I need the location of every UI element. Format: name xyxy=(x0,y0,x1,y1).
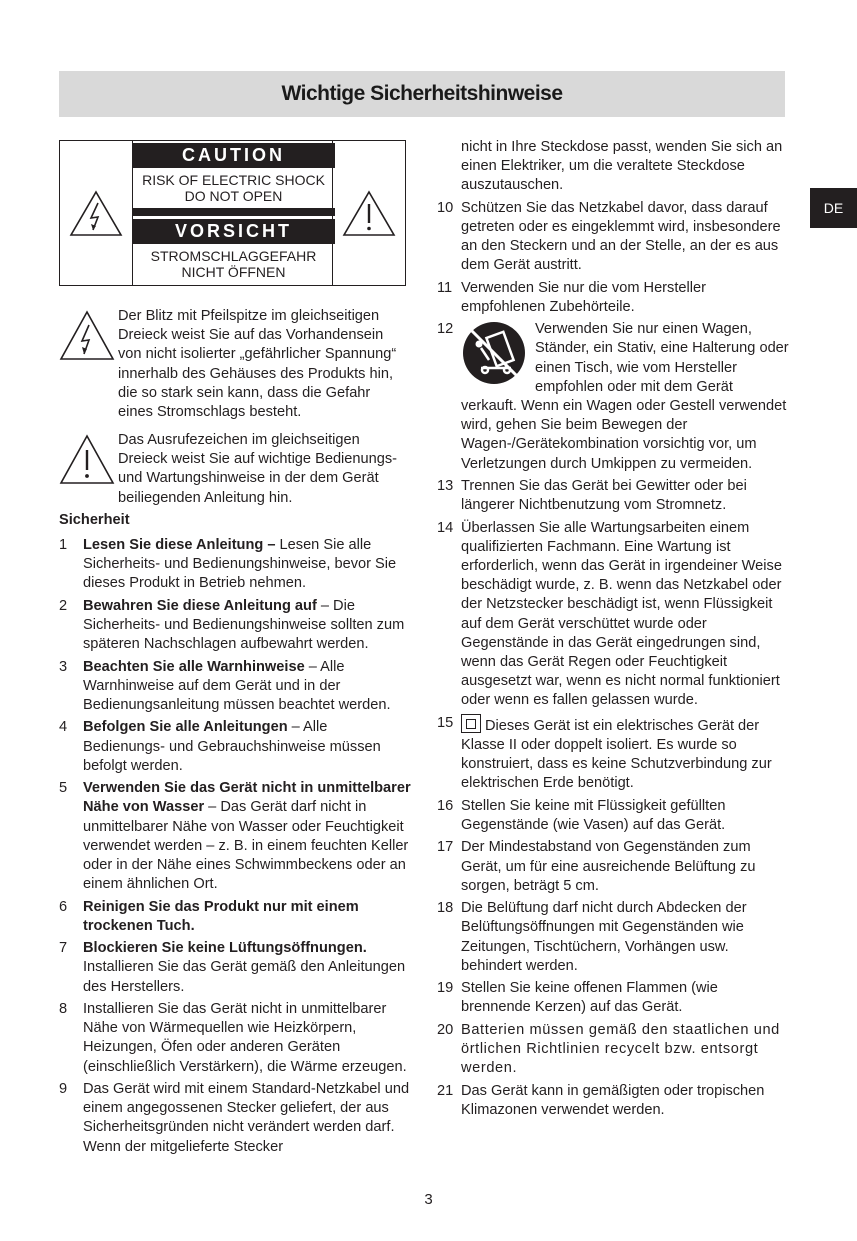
list-item-heading: Beachten Sie alle Warnhinweise xyxy=(83,658,305,675)
list-item-number: 15 xyxy=(437,714,454,731)
list-item-number: 4 xyxy=(59,719,68,736)
caution-band: CAUTION xyxy=(132,143,335,168)
list-item-text: Dieses Gerät ist ein elektrisches Gerät der Klasse II oder doppelt isoliert. Es wurde so konstruiert, dass es keine Schutzverbindung zur elektrischen Erde benötigt. xyxy=(461,717,772,792)
list-item-text: – Die Sicherheits- und Bedienungshinweise sollten zum späteren Nachschlagen aufbewahrt werden. xyxy=(83,597,405,653)
list-item-text: Schützen Sie das Netzkabel davor, dass darauf getreten oder es eingeklemmt wird, insbesondere an den Steckern und an der Stelle, an der es aus dem Gerät austritt. xyxy=(461,199,781,274)
list-item xyxy=(59,779,411,894)
list-item-heading: Bewahren Sie diese Anleitung auf xyxy=(83,597,317,614)
exclamation-triangle-icon xyxy=(59,433,115,485)
list-item xyxy=(59,536,411,594)
list-item xyxy=(437,477,789,515)
list-item-number: 2 xyxy=(59,597,68,614)
list-item xyxy=(437,519,789,711)
list-item-text: Installieren Sie das Gerät gemäß den Anleitungen des Herstellers. xyxy=(83,959,406,995)
list-item xyxy=(437,899,789,976)
list-item-number: 19 xyxy=(437,980,454,997)
list-item xyxy=(437,320,789,474)
list-item-number: 17 xyxy=(437,839,454,856)
list-item-text: Das Gerät kann in gemäßigten oder tropischen Klimazonen verwendet werden. xyxy=(461,1082,765,1118)
list-item-text: Die Belüftung darf nicht durch Abdecken der Belüftungsöffnungen mit Gegenständen wie Zeitungen, Tischtüchern, Vorhängen usw. behindert werden. xyxy=(461,900,747,974)
title-bar xyxy=(59,71,785,117)
right-column xyxy=(437,138,789,1123)
exclamation-triangle-icon xyxy=(342,189,396,237)
list-item xyxy=(59,597,411,655)
caution-separator xyxy=(132,208,335,216)
list-item xyxy=(59,898,411,936)
safety-list-left xyxy=(59,536,411,1157)
symbol-description-exclamation xyxy=(59,431,409,508)
list-item-heading: Blockieren Sie keine Lüftungsöffnungen. xyxy=(83,940,367,957)
list-item-heading: Verwenden Sie das Gerät nicht in unmittelbarer Nähe von Wasser xyxy=(83,780,411,816)
symbol-description-lightning xyxy=(59,307,409,422)
list-item xyxy=(437,1021,789,1079)
list-item-number: 18 xyxy=(437,900,454,917)
list-item-number: 21 xyxy=(437,1082,454,1099)
list-item-heading: Befolgen Sie alle Anleitungen xyxy=(83,719,288,736)
list-item-text: – Alle Warnhinweise auf dem Gerät und in der Bedienungsanleitung müssen beachtet werden. xyxy=(83,658,391,713)
caution-text xyxy=(132,168,335,204)
vorsicht-text-line-1: STROMSCHLAGGEFAHR xyxy=(150,248,317,264)
vorsicht-text-line-2: NICHT ÖFFNEN xyxy=(181,264,286,280)
list-item-text: – Das Gerät darf nicht in unmittelbarer Nähe von Wasser oder Feuchtigkeit verwendet werden – z. B. in einem feuchten Keller oder in der Nähe eines Schwimmbeckens oder an einem ähnlichen Ort. xyxy=(83,799,409,893)
list-item xyxy=(437,797,789,835)
list-item xyxy=(59,1080,411,1157)
continuation-text: nicht in Ihre Steckdose passt, wenden Sie sich an einen Elektriker, um die veraltete Steckdose auszutauschen. xyxy=(461,139,783,194)
list-item xyxy=(59,658,411,716)
symbol-text: Das Ausrufezeichen im gleichseitigen Dreieck weist Sie auf wichtige Bedienungs- und Wartungshinweise in der dem Gerät beiliegenden Anleitung hin. xyxy=(118,432,398,506)
vorsicht-text xyxy=(132,244,335,280)
list-item-number: 6 xyxy=(59,898,68,915)
cart-tipover-icon xyxy=(461,320,527,386)
list-item xyxy=(59,939,411,997)
list-item-text: Verwenden Sie nur die vom Hersteller empfohlenen Zubehörteile. xyxy=(461,279,706,315)
list-item xyxy=(437,979,789,1017)
list-item-number: 12 xyxy=(437,321,454,338)
list-item-text: – Alle Bedienungs- und Gebrauchshinweise müssen befolgt werden. xyxy=(83,719,381,774)
list-item-heading: Lesen Sie diese Anleitung – xyxy=(83,537,276,553)
list-item-text: Stellen Sie keine offenen Flammen (wie brennende Kerzen) auf das Gerät. xyxy=(461,980,718,1016)
list-item-text: Installieren Sie das Gerät nicht in unmittelbarer Nähe von Wärmequellen wie Heizkörpern, Heizungen, Öfen oder anderen Geräten (einschließlich Verstärkern), die Wärme erzeugen. xyxy=(83,1000,407,1075)
page-title: Wichtige Sicherheitshinweise xyxy=(281,82,563,105)
caution-right-panel xyxy=(332,141,405,285)
list-item xyxy=(59,1000,411,1077)
list-item xyxy=(437,714,789,794)
list-item-number: 11 xyxy=(437,279,453,296)
list-item-text: Das Gerät wird mit einem Standard-Netzkabel und einem angegossenen Stecker geliefert, der aus Sicherheitsgründen nicht verändert werden darf. Wenn der mitgelieferte Stecker xyxy=(83,1080,410,1155)
left-column xyxy=(59,536,411,1160)
list-item-number: 5 xyxy=(59,780,68,797)
lightning-triangle-icon xyxy=(69,189,123,237)
list-item-number: 10 xyxy=(437,199,454,216)
list-item-number: 3 xyxy=(59,658,68,675)
lightning-triangle-icon xyxy=(59,309,115,361)
list-item-number: 13 xyxy=(437,478,454,495)
caution-center xyxy=(132,141,335,285)
list-item-number: 9 xyxy=(59,1080,68,1097)
class-ii-double-insulation-icon xyxy=(461,714,481,733)
list-item-number: 20 xyxy=(437,1021,454,1038)
list-item-text: Verwenden Sie nur einen Wagen, Ständer, ein Stativ, eine Halterung oder einen Tisch, wie vom Hersteller empfohlen oder mit dem Gerät verkauft. Wenn ein Wagen oder Gestell verwendet wird, gehen Sie beim Bewegen der Wagen-/Gerätekombination vorsichtig vor, um Verletzungen durch Umkippen zu vermeiden. xyxy=(461,321,789,472)
symbol-text: Der Blitz mit Pfeilspitze im gleichseitigen Dreieck weist Sie auf das Vorhandensein von nicht isolierter „gefährlicher Spannung“ innerhalb des Gehäuses des Produkts hin, die so stark sein kann, dass die Gefahr eines Stromschlags besteht. xyxy=(118,308,397,421)
list-item-text: Trennen Sie das Gerät bei Gewitter oder bei längerer Nichtbenutzung vom Stromnetz. xyxy=(461,478,747,514)
list-item xyxy=(437,1082,789,1120)
list-item-text: Überlassen Sie alle Wartungsarbeiten einem qualifizierten Fachmann. Eine Wartung ist erforderlich, wenn das Gerät in irgendeiner Weise beschädigt wurde, z. B. wenn das Netzkabel oder der Netzstecker beschädigt ist, wenn Flüssigkeit auf dem Gerät verschüttet wurde oder Gegenstände in das Gerät eingedrungen sind, wenn das Gerät Regen oder Feuchtigkeit ausgesetzt war, wenn es nicht normal funktioniert oder wenn es fallen gelassen wurde. xyxy=(461,519,782,709)
list-item xyxy=(59,718,411,776)
list-item-number: 7 xyxy=(59,940,68,957)
caution-left-panel xyxy=(60,141,133,285)
list-item-text: Der Mindestabstand von Gegenständen zum Gerät, um für eine ausreichende Belüftung zu sorgen, beträgt 5 cm. xyxy=(461,839,756,894)
list-item-number: 1 xyxy=(59,537,68,553)
list-item-text: Batterien müssen gemäß den staatlichen und örtlichen Richtlinien recycelt bzw. entsorgt werden. xyxy=(461,1021,780,1077)
caution-text-line-2: DO NOT OPEN xyxy=(184,188,283,204)
list-item xyxy=(437,199,789,276)
list-item-number: 14 xyxy=(437,519,454,536)
list-item-heading: Reinigen Sie das Produkt nur mit einem trockenen Tuch. xyxy=(83,898,359,934)
language-tab: DE xyxy=(810,188,857,228)
list-item-text: Lesen Sie alle Sicherheits- und Bedienungshinweise, bevor Sie dieses Produkt in Betrieb nehmen. xyxy=(83,537,397,592)
caution-text-line-1: RISK OF ELECTRIC SHOCK xyxy=(142,172,325,188)
list-item xyxy=(437,279,789,317)
section-heading: Sicherheit xyxy=(59,512,130,528)
list-item-number: 16 xyxy=(437,797,454,814)
vorsicht-band: VORSICHT xyxy=(132,219,335,244)
list-item xyxy=(437,838,789,896)
list-item-text: Stellen Sie keine mit Flüssigkeit gefüllten Gegenstände (wie Vasen) auf das Gerät. xyxy=(461,797,726,834)
caution-label xyxy=(59,140,406,286)
page-number: 3 xyxy=(424,1191,433,1208)
safety-list-right xyxy=(437,199,789,1120)
list-item-number: 8 xyxy=(59,1000,68,1017)
